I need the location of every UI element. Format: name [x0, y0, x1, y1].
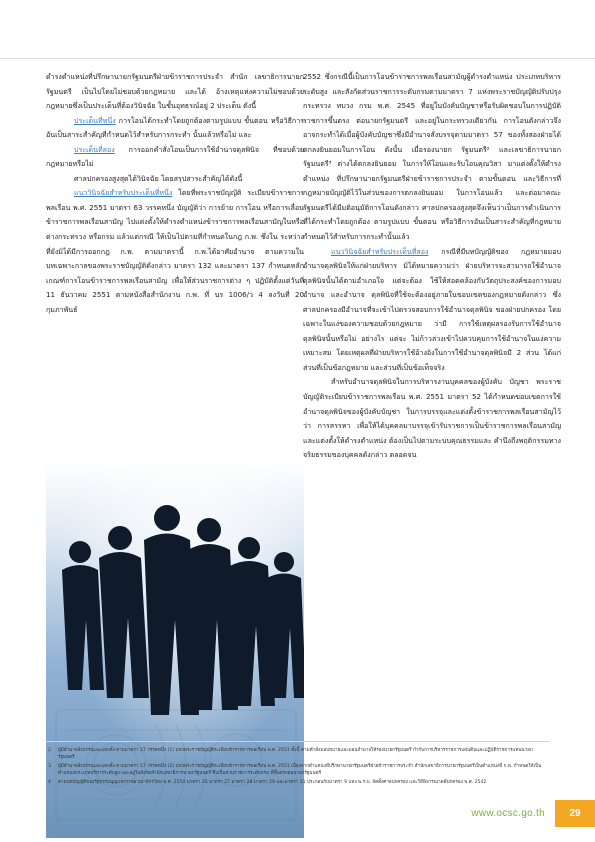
footnote-item — [48, 763, 548, 778]
right-column — [303, 70, 561, 463]
issue-two-text: การออกคำสั่งโอนเป็นการใช้อำนาจดุลพินิจ ที่ชอบด้วยกฎหมายหรือไม่ — [46, 144, 304, 169]
issue-one-paragraph — [46, 114, 304, 143]
paragraph: ศาลปกครองสูงสุดได้วินิจฉัย โดยสรุปสาระสำคัญได้ดังนี้ — [74, 173, 243, 183]
paragraph: ดำรงตำแหน่งที่ปรึกษานายกรัฐมนตรีฝ่ายข้าราชการประจำ สำนัก เลขาธิการนายกรัฐมนตรี เป็นไปโดยไม่ชอบด้วยกฎหมาย และได้ อ้างเหตุแห่งความไม่ชอบด้วยกฎหมายซึ่งเป็นประเด็นที่ต้องวินิจฉัย ในชั้นอุทธรณ์อยู่ 2 ประเด็น ดังนี้ — [46, 72, 304, 111]
left-column — [46, 70, 304, 317]
footnote-number: 4 — [48, 779, 51, 785]
ruling-two-label: แนววินิจฉัยสำหรับประเด็นที่สอง — [331, 246, 429, 256]
footnote-text: ตามบทบัญญัติของรัฐธรรมนูญแห่งราชอาณาจักรไทย พ.ศ. 2550 มาตรา 26 มาตรา 27 มาตรา 28 มาตรา 29 และมาตรา 31 ประกอบกับมาตรา 9 แห่ง พ.ร.บ. จัดตั้งศาลปกครอง และวิธีพิจารณาคดีปกครอง พ.ศ. 2542 — [58, 779, 487, 785]
footnote-item — [48, 779, 548, 787]
footnotes — [48, 748, 548, 789]
footnote-number: 2 — [48, 748, 51, 753]
ruling-one-paragraph — [46, 186, 304, 317]
footnote-divider — [46, 741, 549, 742]
page-number: 29 — [555, 800, 595, 827]
footnote-text: ผู้มีอำนาจสั่งบรรจุและแต่งตั้ง ตามมาตรา 57 วรรคหนึ่ง (1) แห่งพระราชบัญญัติระเบียบข้าราชการพลเรือน พ.ศ. 2551 ทั้งนี้ ตามคำสั่งมอบหมายและมอบอำนาจให้รองนายกรัฐมนตรี กำกับการบริหารราชการแผ่นดินและปฏิบัติราชการแทนนายกรัฐมนตรี — [58, 748, 533, 760]
footnote-item — [48, 748, 548, 762]
header-rule — [0, 58, 595, 59]
ruling-two-paragraph — [303, 245, 561, 376]
footnote-text: ผู้มีอำนาจสั่งบรรจุและแต่งตั้ง ตามมาตรา 57 วรรคหนึ่ง (2) แห่งพระราชบัญญัติระเบียบข้าราชการพลเรือน พ.ศ. 2551 เนื่องจากตำแหน่งที่ปรึกษานายกรัฐมนตรีฝ่ายข้าราชการประจำ สำนักเลขาธิการนายกรัฐมนตรีเป็นตำแหน่งที่ ก.พ. กำหนดให้เป็นตำแหน่งประเภทบริหารระดับสูง และอยู่ในสังกัดสำนักเลขาธิการนายกรัฐมนตรี ซึ่งเป็นส่วนราชการระดับกรม ที่ขึ้นตรงต่อนายกรัฐมนตรี — [58, 763, 542, 776]
issue-one-label: ประเด็นที่หนึ่ง — [74, 115, 116, 125]
paragraph: 2552 ซึ่งกรณีนี้เป็นการโอนข้าราชการพลเรือนสามัญผู้ดำรงตำแหน่ง ประเภทบริหารระดับสูง และสังกัดส่วนราชการระดับกรมตามมาตรา 7 แห่งพระราชบัญญัติปรับปรุงกระทรวง ทบวง กรม พ.ศ. 2545 ที่อยู่ในบังคับบัญชาหรือรับผิดชอบในการปฏิบัติราชการขึ้นตรง ต่อนายกรัฐมนตรี และอยู่ในกระทรวงเดียวกัน การโอนดังกล่าวจึง อาจกระทำได้เมื่อผู้บังคับบัญชาซึ่งมีอำนาจสั่งบรรจุตามมาตรา 57 ของทั้งสองฝ่ายได้ตกลงยินยอมในการโอน ดังนั้น เมื่อรองนายก รัฐมนตรี² และเลขาธิการนายกรัฐมนตรี³ ต่างได้ตกลงยินยอม ในการให้โอนและรับโอนคุณวิสา มาแต่งตั้งให้ดำรงตำแหน่ง ที่ปรึกษานายกรัฐมนตรีฝ่ายข้าราชการประจำ ตามขั้นตอน และวิธีการที่กฎหมายบัญญัติไว้ในส่วนของการตกลงยินยอม ในการโอนแล้ว และต่อมาคณะรัฐมนตรีได้มีมติอนุมัติการโอนดังกล่าว ศาลปกครองสูงสุดจึงเห็นว่าเป็นการดำเนินการที่ได้กระทำโดยถูกต้อง ตามรูปแบบ ขั้นตอน หรือวิธีการอันเป็นสาระสำคัญที่กฎหมาย กำหนดไว้สำหรับการกระทำนั้นแล้ว — [303, 72, 561, 242]
issue-one-text: การโอนได้กระทำโดยถูกต้องตามรูปแบบ ขั้นตอน หรือวิธีการอันเป็นสาระสำคัญที่กำหนดไว้สำหรับการกระทำ นั้นแล้วหรือไม่ และ — [46, 115, 304, 140]
website-link[interactable]: www.ocsc.go.th — [471, 808, 545, 819]
footnote-number: 3 — [48, 763, 51, 769]
ruling-one-label: แนววินิจฉัยสำหรับประเด็นที่หนึ่ง — [74, 188, 173, 198]
issue-two-paragraph — [46, 143, 304, 172]
paragraph: สำหรับอำนาจดุลพินิจในการบริหารงานบุคคลของผู้บังคับ บัญชา พระราชบัญญัติระเบียบข้าราชการพลเรือน พ.ศ. 2551 มาตรา 52 ได้กำหนดขอบเขตการใช้อำนาจดุลพินิจของผู้บังคับบัญชา ในการบรรจุและแต่งตั้งข้าราชการพลเรือนสามัญไว้ว่า การสรรหา เพื่อให้ได้บุคคลมาบรรจุเข้ารับราชการเป็นข้าราชการพลเรือนสามัญ และแต่งตั้งให้ดำรงตำแหน่ง ต้องเป็นไปตามระบบคุณธรรมและ คำนึงถึงพฤติกรรมทางจริยธรรมของบุคคลดังกล่าว ตลอดจน — [303, 377, 561, 460]
ruling-two-text: กรณีที่มีบทบัญญัติของ กฎหมายมอบอำนาจดุลพินิจให้แก่ฝ่ายบริหาร มิได้หมายความว่า ฝ่ายบริหารจะสามารถใช้อำนาจดุลพินิจนั้นได้ตามอำเภอใจ แต่จะต้อง ใช้ให้สอดคล้องกับวัตถุประสงค์ของการมอบอำนาจ และอำนาจ ดุลพินิจที่ใช้จะต้องอยู่ภายในขอบเขตของกฎหมายดังกล่าว ซึ่ง ศาลปกครองมีอำนาจที่จะเข้าไปตรวจสอบการใช้อำนาจดุลพินิจ ของฝ่ายปกครอง โดยเฉพาะในแง่ของความชอบด้วยกฎหมาย ว่ามี การใช้เหตุผลรองรับการใช้อำนาจดุลพินิจนั้นหรือไม่ อย่างไร แต่จะ ไม่ก้าวล่วงเข้าไปควบคุมการใช้อำนาจในแง่ความเหมาะสม โดยเหตุผลที่ฝ่ายบริหารใช้อ้างอิงในการใช้อำนาจดุลพินิจมี 2 ส่วน ได้แก่ ส่วนที่เป็นข้อกฎหมาย และส่วนที่เป็นข้อเท็จจริง — [303, 246, 561, 372]
issue-two-label: ประเด็นที่สอง — [74, 144, 115, 154]
ruling-one-text: โดยที่พระราชบัญญัติ ระเบียบข้าราชการพลเรือน พ.ศ. 2551 มาตรา 63 วรรคหนึ่ง บัญญัติว่า การย้าย การโอน หรือการเลื่อนข้าราชการพลเรือนสามัญ ไปแต่งตั้งให้ดำรงตำแหน่งข้าราชการพลเรือนสามัญในหรือต่างกระทรวง หรือกรม แล้วแต่กรณี ให้เป็นไปตามที่กำหนดในกฎ ก.พ. ซึ่งใน ระหว่างที่ยังมิได้มีการออกกฎ ก.พ. ตามมาตรานี้ ก.พ.ได้อาศัยอำนาจ ตามความในบทเฉพาะกาลของพระราชบัญญัติดังกล่าว มาตรา 132 และมาตรา 137 กำหนดหลักเกณฑ์การโอนข้าราชการพลเรือนสามัญ เพื่อให้ส่วนราชการต่าง ๆ ปฏิบัติตั้งแต่วันที่ 11 ธันวาคม 2551 ตามหนังสือสำนักงาน ก.พ. ที่ นร 1006/ว 4 ลงวันที่ 20 กุมภาพันธ์ — [46, 188, 304, 314]
